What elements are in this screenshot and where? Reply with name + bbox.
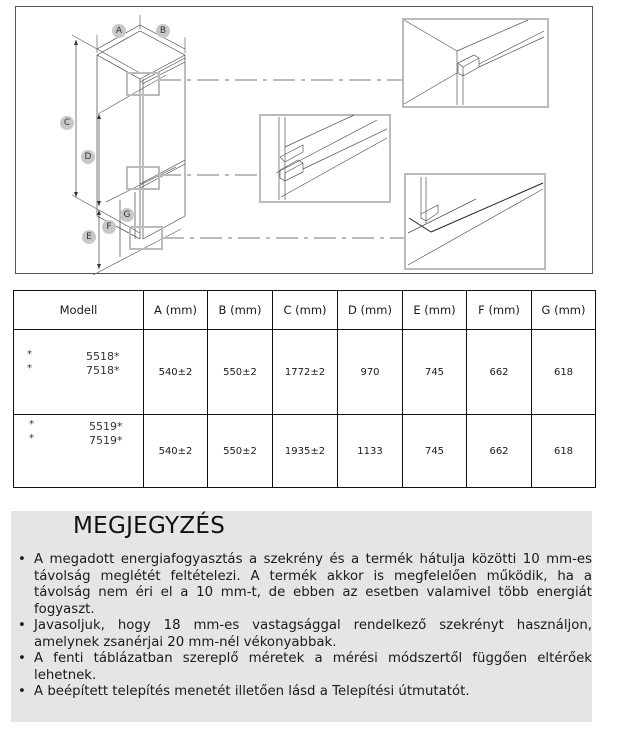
cell-e: 745 (403, 415, 467, 488)
note-item: • Javasoljuk, hogy 18 mm-es vastagsággal rendelkező szekrényt használjon, amelynek zsanérjai 20 mm-nél vékonyabbak. (16, 618, 592, 651)
dimensions-table (13, 290, 596, 488)
svg-text:F: F (106, 222, 112, 232)
model-code: 7519* (89, 434, 123, 447)
header-model: Modell (14, 291, 144, 330)
svg-text:C: C (63, 118, 71, 128)
model-prefix: * (27, 349, 32, 360)
cell-c: 1772±2 (273, 330, 338, 415)
header-b: B (mm) (208, 291, 273, 330)
dimension-badges (60, 24, 170, 244)
svg-text:E: E (86, 232, 92, 242)
cell-f: 662 (467, 415, 532, 488)
cell-f: 662 (467, 330, 532, 415)
cell-e: 745 (403, 330, 467, 415)
cell-b: 550±2 (208, 415, 273, 488)
installation-dimension-diagram (15, 6, 593, 274)
svg-text:D: D (84, 152, 92, 162)
cell-c: 1935±2 (273, 415, 338, 488)
svg-text:G: G (123, 210, 131, 220)
model-cell (14, 415, 144, 488)
note-item: • A megadott energiafogyasztás a szekrény és a termék hátulja közötti 10 mm-es távolság meglétét feltételezi. A termék akkor is megfelelően működik, ha a távolság nem éri el a 10 mm-t, de ebben az esetben valamivel több energiát fogyaszt. (16, 552, 592, 618)
fridge-isometric-drawing (16, 7, 594, 275)
header-d: D (mm) (338, 291, 403, 330)
note-title: MEGJEGYZÉS (73, 513, 226, 539)
note-item: • A beépített telepítés menetét illetően lásd a Telepítési útmutatót. (16, 684, 592, 701)
model-prefix: * (29, 433, 34, 444)
cell-g: 618 (532, 415, 596, 488)
header-e: E (mm) (403, 291, 467, 330)
cell-d: 970 (338, 330, 403, 415)
model-code: 5519* (89, 420, 123, 433)
cell-g: 618 (532, 330, 596, 415)
model-code: 5518* (86, 350, 120, 363)
header-g: G (mm) (532, 291, 596, 330)
cell-a: 540±2 (144, 330, 208, 415)
svg-text:B: B (159, 26, 167, 36)
note-list (16, 552, 592, 701)
cell-b: 550±2 (208, 330, 273, 415)
model-prefix: * (29, 419, 34, 430)
header-f: F (mm) (467, 291, 532, 330)
table-header-row (14, 291, 596, 330)
model-prefix: * (27, 363, 32, 374)
note-item: • A fenti táblázatban szereplő méretek a mérési módszertől függően eltérőek lehetnek. (16, 651, 592, 684)
table-row (14, 330, 596, 415)
model-code: 7518* (86, 364, 120, 377)
cell-a: 540±2 (144, 415, 208, 488)
cell-d: 1133 (338, 415, 403, 488)
table-row (14, 415, 596, 488)
header-a: A (mm) (144, 291, 208, 330)
svg-text:A: A (115, 26, 123, 36)
model-cell (14, 330, 144, 415)
header-c: C (mm) (273, 291, 338, 330)
